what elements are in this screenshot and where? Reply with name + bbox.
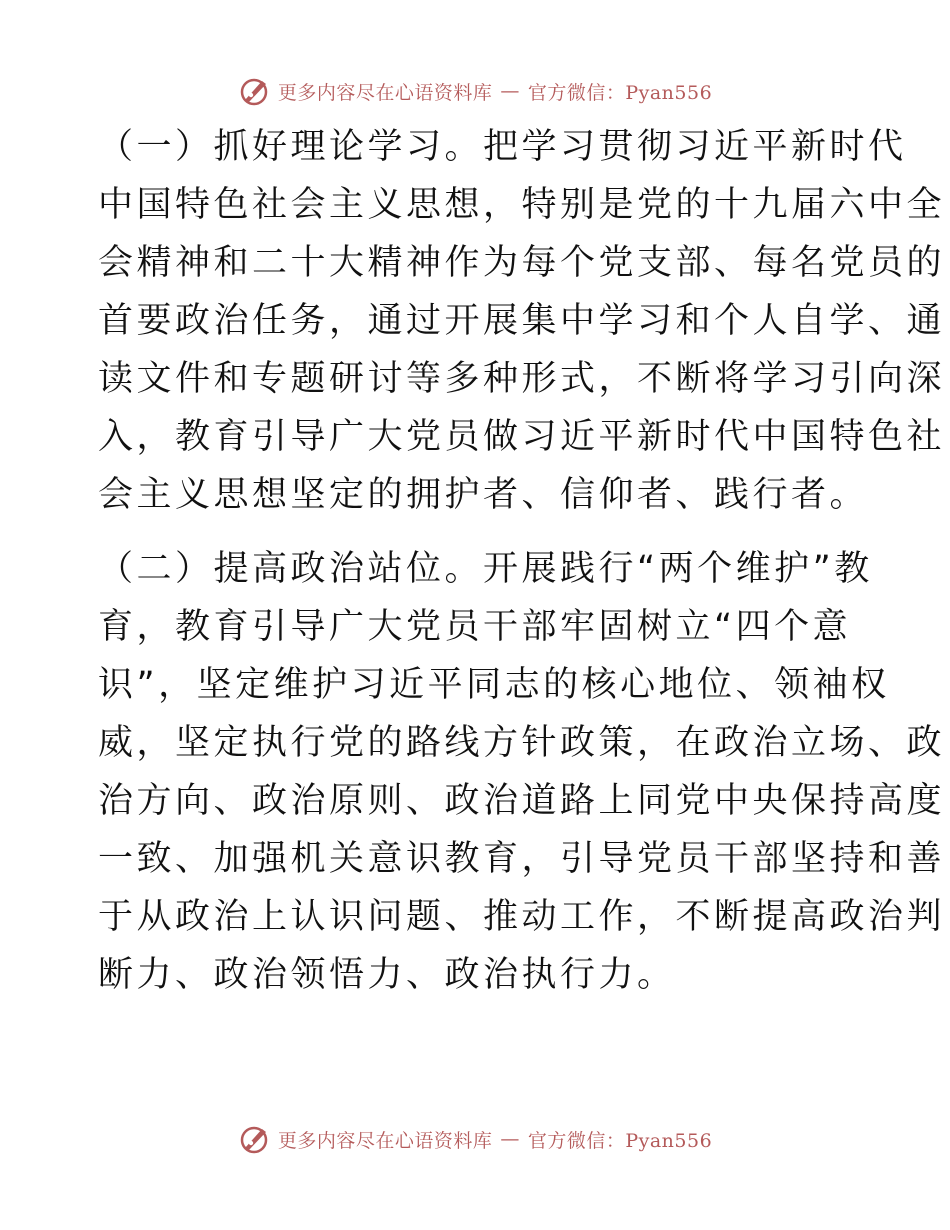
text-line: 中国特色社会主义思想，特别是党的十九届六中全	[98, 185, 946, 225]
watermark-brand-text: 更多内容尽在心语资料库	[277, 1129, 493, 1152]
watermark-wechat-text: 官方微信：Pyan556	[527, 81, 713, 104]
text-line: 会精神和二十大精神作为每个党支部、每名党员的	[98, 243, 946, 283]
watermark-separator: —	[500, 80, 520, 102]
text-line: 于从政治上认识问题、推动工作，不断提高政治判	[98, 897, 946, 937]
text-line: 治方向、政治原则、政治道路上同党中央保持高度	[98, 781, 946, 821]
paragraph-theory-study	[98, 118, 946, 524]
watermark-wechat-text: 官方微信：Pyan556	[527, 1129, 713, 1152]
text-line: 识”，坚定维护习近平同志的核心地位、领袖权	[98, 665, 890, 705]
watermark-separator: —	[500, 1128, 520, 1150]
watermark-brand-text: 更多内容尽在心语资料库	[277, 81, 493, 104]
text-line: 一致、加强机关意识教育，引导党员干部坚持和善	[98, 839, 946, 879]
paragraph-political-stance	[98, 540, 946, 1004]
pen-circle-logo-icon	[238, 75, 270, 107]
text-line: 读文件和专题研讨等多种形式，不断将学习引向深	[98, 359, 946, 399]
text-line: 威，坚定执行党的路线方针政策，在政治立场、政	[98, 723, 946, 763]
text-line: 入，教育引导广大党员做习近平新时代中国特色社	[98, 417, 946, 457]
header-watermark	[0, 74, 950, 108]
text-line: 断力、政治领悟力、政治执行力。	[98, 955, 676, 995]
pen-circle-logo-icon	[238, 1123, 270, 1155]
document-body	[98, 118, 946, 1004]
text-line: 育，教育引导广大党员干部牢固树立“四个意	[98, 607, 852, 647]
text-line: 首要政治任务，通过开展集中学习和个人自学、通	[98, 301, 946, 341]
text-line: 会主义思想坚定的拥护者、信仰者、践行者。	[98, 475, 869, 515]
text-line: （一）抓好理论学习。把学习贯彻习近平新时代	[98, 127, 907, 167]
footer-watermark	[0, 1122, 950, 1156]
text-line: （二）提高政治站位。开展践行“两个维护”教	[98, 549, 873, 589]
